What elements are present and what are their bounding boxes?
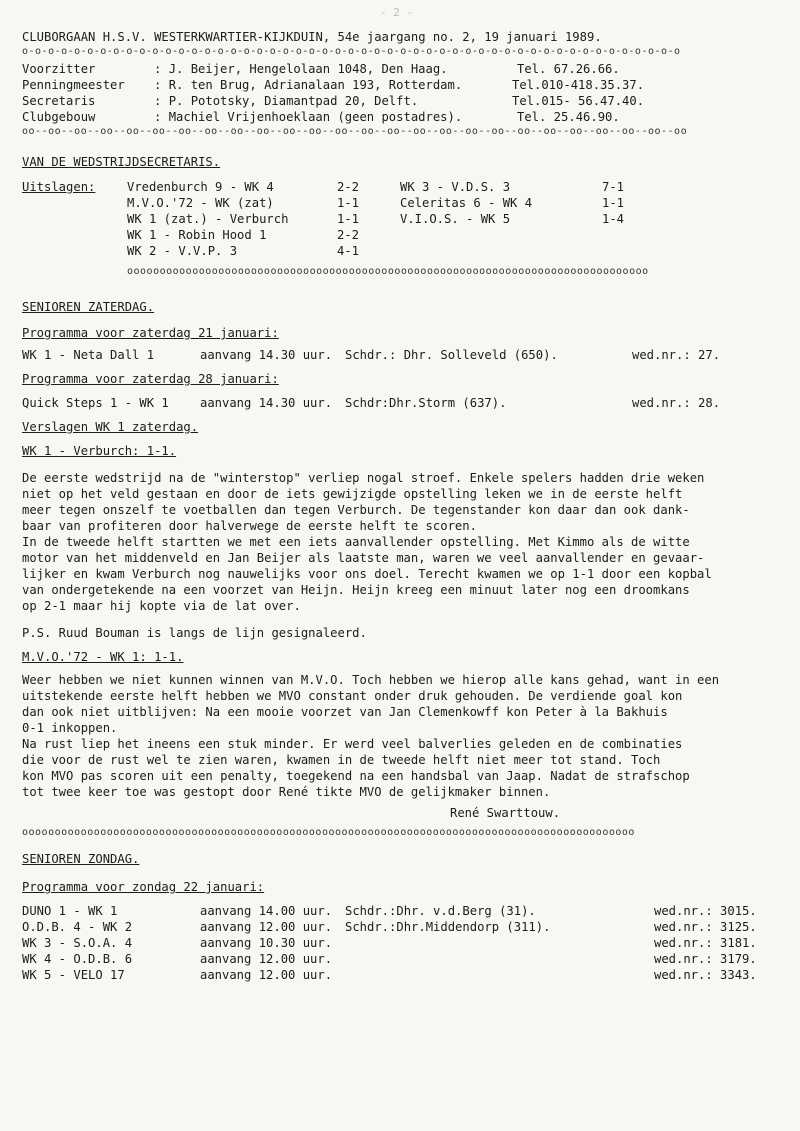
official-role: Voorzitter bbox=[22, 62, 96, 76]
result-score: 1-1 bbox=[337, 196, 360, 210]
official-row bbox=[22, 94, 782, 109]
official-tel: Tel. 25.46.90. bbox=[517, 110, 620, 124]
result-row bbox=[22, 180, 782, 195]
official-role: Penningmeester bbox=[22, 78, 125, 92]
section-title: Verslagen WK 1 zaterdag. bbox=[22, 420, 199, 434]
page-number: - 2 - bbox=[380, 6, 414, 19]
result-match: Vredenburch 9 - WK 4 bbox=[127, 180, 274, 194]
program-aanvang: aanvang 14.30 uur. bbox=[200, 348, 333, 362]
program-match: WK 4 - O.D.B. 6 bbox=[22, 952, 133, 966]
program-schdr: Schdr.:Dhr.Middendorp (311). bbox=[345, 920, 551, 934]
report-title: M.V.O.'72 - WK 1: 1-1. bbox=[22, 650, 184, 664]
program-aanvang: aanvang 12.00 uur. bbox=[200, 952, 333, 966]
program-aanvang: aanvang 12.00 uur. bbox=[200, 968, 333, 982]
official-details: : P. Pototsky, Diamantpad 20, Delft. bbox=[154, 94, 419, 108]
result-match: WK 3 - V.D.S. 3 bbox=[400, 180, 511, 194]
program-schdr: Schdr.: Dhr. Solleveld (650). bbox=[345, 348, 558, 362]
separator: oo--oo--oo--oo--oo--oo--oo--oo--oo--oo--oo--oo--oo--oo--oo--oo--oo--oo--oo--oo--oo--oo--oo--oo--oo--oo bbox=[22, 126, 688, 137]
report-text: Weer hebben we niet kunnen winnen van M.V.O. Toch hebben we hierop alle kans gehad, want in een uitstekende eerste helft hebben we MVO constant onder druk gehouden. De verdiende goal kon dan ook niet uitblijven: Na een mooie voorzet van Jan Clemenkowff kon Peter à la Bakhuis 0-1 inkoppen. Na rust liep het ineens een stuk minder. Er werd veel balverlies geleden en de combinaties die voor de rust wel te zien waren, kwamen in de tweede helft niet meer tot stand. Toch kon MVO pas scoren uit een penalty, toegekend na een handsbal van Jaap. Nadat de strafschop tot twee keer toe was gestopt door René tikte MVO de gelijkmaker binnen. bbox=[22, 673, 720, 799]
program-match: WK 5 - VELO 17 bbox=[22, 968, 125, 982]
result-match: WK 2 - V.V.P. 3 bbox=[127, 244, 238, 258]
official-role: Clubgebouw bbox=[22, 110, 96, 124]
program-row bbox=[22, 936, 782, 951]
official-tel: Tel.010-418.35.37. bbox=[512, 78, 645, 92]
result-score: 1-4 bbox=[602, 212, 625, 226]
program-row bbox=[22, 348, 782, 363]
official-details: : Machiel Vrijenhoeklaan (geen postadres). bbox=[154, 110, 463, 124]
signature: René Swarttouw. bbox=[450, 806, 561, 820]
program-match: WK 1 - Neta Dall 1 bbox=[22, 348, 155, 362]
program-match: Quick Steps 1 - WK 1 bbox=[22, 396, 169, 410]
result-row bbox=[22, 212, 782, 227]
official-role: Secretaris bbox=[22, 94, 96, 108]
program-schdr: Schdr:Dhr.Storm (637). bbox=[345, 396, 507, 410]
program-aanvang: aanvang 14.00 uur. bbox=[200, 904, 333, 918]
program-wednr: wed.nr.: 3179. bbox=[654, 952, 757, 966]
program-aanvang: aanvang 10.30 uur. bbox=[200, 936, 333, 950]
official-tel: Tel. 67.26.66. bbox=[517, 62, 620, 76]
program-title: Programma voor zaterdag 21 januari: bbox=[22, 326, 279, 340]
program-wednr: wed.nr.: 28. bbox=[632, 396, 721, 410]
program-row bbox=[22, 396, 782, 411]
program-row bbox=[22, 952, 782, 967]
result-match: V.I.O.S. - WK 5 bbox=[400, 212, 511, 226]
program-row bbox=[22, 968, 782, 983]
result-match: M.V.O.'72 - WK (zat) bbox=[127, 196, 274, 210]
separator: o-o-o-o-o-o-o-o-o-o-o-o-o-o-o-o-o-o-o-o-o-o-o-o-o-o-o-o-o-o-o-o-o-o-o-o-o-o-o-o-o-o-o-o-o-o-o-o-o-o-o bbox=[22, 46, 681, 57]
result-row bbox=[22, 196, 782, 211]
result-score: 4-1 bbox=[337, 244, 360, 258]
result-row bbox=[22, 228, 782, 243]
result-row bbox=[22, 244, 782, 259]
result-score: 2-2 bbox=[337, 180, 360, 194]
section-title: VAN DE WEDSTRIJDSECRETARIS. bbox=[22, 155, 221, 169]
result-match: Celeritas 6 - WK 4 bbox=[400, 196, 533, 210]
official-row bbox=[22, 62, 782, 77]
program-wednr: wed.nr.: 3343. bbox=[654, 968, 757, 982]
report-text: De eerste wedstrijd na de "winterstop" verliep nogal stroef. Enkele spelers hadden drie weken niet op het veld gestaan en door de iets gewijzigde opstelling leken we in de eerste helft meer tegen onszelf te voetballen dan tegen Verburch. De tegenstander kon daar dan ook dank- baar van profiteren door halverwege de eerste helft te scoren. In de tweede helft startten we met een iets aanvallender opstelling. Met Kimmo als de witte motor van het middenveld en Jan Beijer als laatste man, waren we veel aanvallender en gevaar- lijker en kwam Verburch nog nauwelijks voor ons doel. Terecht kwamen we op 1-1 door een kopbal van ondergetekende na een voorzet van Heijn. Heijn kreeg een minuut later nog een droomkans op 2-1 maar hij kopte via de lat over. bbox=[22, 471, 712, 613]
program-row bbox=[22, 920, 782, 935]
program-wednr: wed.nr.: 3015. bbox=[654, 904, 757, 918]
separator: oooooooooooooooooooooooooooooooooooooooooooooooooooooooooooooooooooooooooooooooooooooooooooooo bbox=[22, 827, 635, 838]
program-wednr: wed.nr.: 27. bbox=[632, 348, 721, 362]
program-wednr: wed.nr.: 3181. bbox=[654, 936, 757, 950]
separator: oooooooooooooooooooooooooooooooooooooooooooooooooooooooooooooooooooooooooooooooo bbox=[127, 266, 649, 277]
result-match: WK 1 (zat.) - Verburch bbox=[127, 212, 289, 226]
section-title: SENIOREN ZONDAG. bbox=[22, 852, 140, 866]
program-schdr: Schdr.:Dhr. v.d.Berg (31). bbox=[345, 904, 536, 918]
program-row bbox=[22, 904, 782, 919]
program-match: O.D.B. 4 - WK 2 bbox=[22, 920, 133, 934]
result-score: 1-1 bbox=[337, 212, 360, 226]
newsletter-header: CLUBORGAAN H.S.V. WESTERKWARTIER-KIJKDUIN, 54e jaargang no. 2, 19 januari 1989. bbox=[22, 30, 602, 44]
result-score: 1-1 bbox=[602, 196, 625, 210]
official-row bbox=[22, 78, 782, 93]
official-row bbox=[22, 110, 782, 125]
official-details: : J. Beijer, Hengelolaan 1048, Den Haag. bbox=[154, 62, 448, 76]
result-match: WK 1 - Robin Hood 1 bbox=[127, 228, 267, 242]
official-tel: Tel.015- 56.47.40. bbox=[512, 94, 645, 108]
section-title: SENIOREN ZATERDAG. bbox=[22, 300, 155, 314]
official-details: : R. ten Brug, Adrianalaan 193, Rotterdam. bbox=[154, 78, 463, 92]
program-title: Programma voor zaterdag 28 januari: bbox=[22, 372, 279, 386]
program-title: Programma voor zondag 22 januari: bbox=[22, 880, 265, 894]
program-aanvang: aanvang 12.00 uur. bbox=[200, 920, 333, 934]
result-score: 7-1 bbox=[602, 180, 625, 194]
program-match: WK 3 - S.O.A. 4 bbox=[22, 936, 133, 950]
uitslagen-label: Uitslagen: bbox=[22, 180, 96, 194]
postscript: P.S. Ruud Bouman is langs de lijn gesignaleerd. bbox=[22, 626, 367, 640]
program-match: DUNO 1 - WK 1 bbox=[22, 904, 118, 918]
program-wednr: wed.nr.: 3125. bbox=[654, 920, 757, 934]
program-aanvang: aanvang 14.30 uur. bbox=[200, 396, 333, 410]
report-title: WK 1 - Verburch: 1-1. bbox=[22, 444, 177, 458]
result-score: 2-2 bbox=[337, 228, 360, 242]
